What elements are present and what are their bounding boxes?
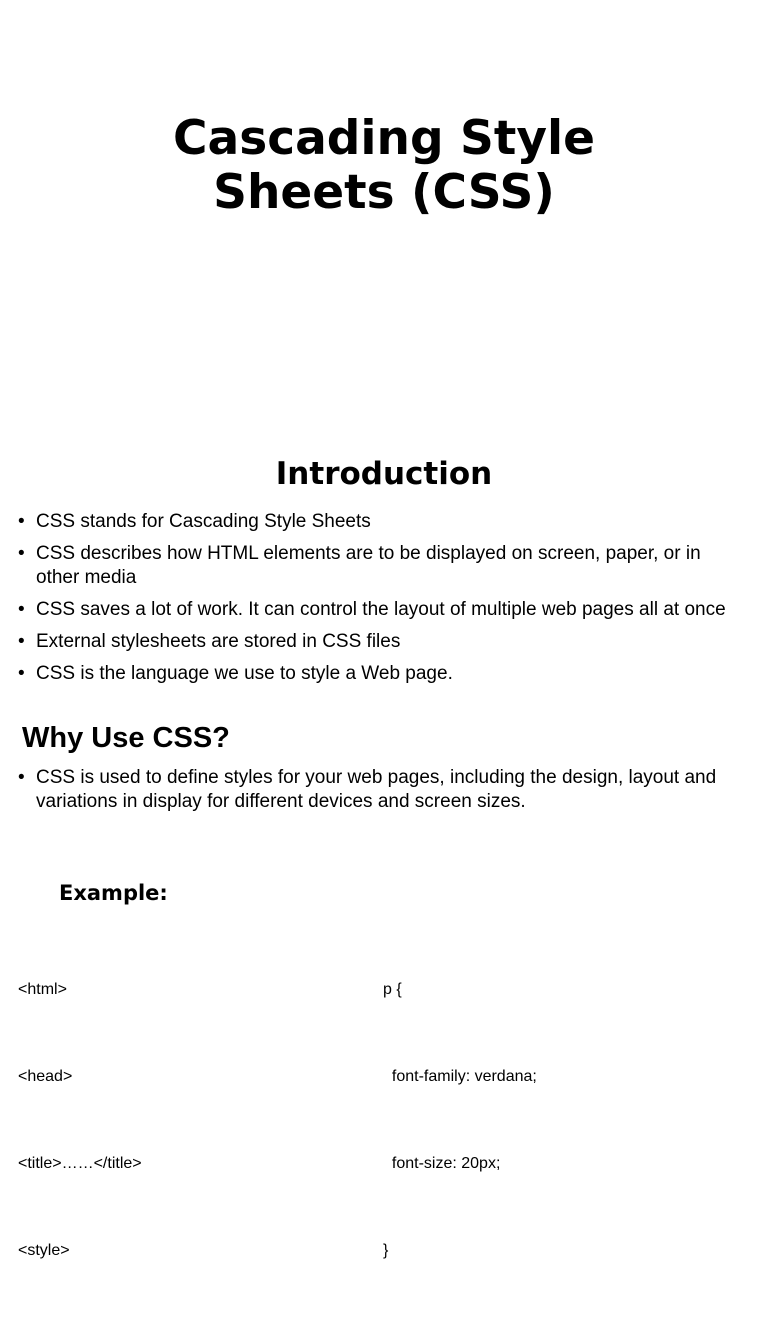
bullet-icon: • <box>18 663 25 684</box>
code-line: <style> <box>18 1242 70 1259</box>
list-item <box>18 542 748 590</box>
list-item <box>18 630 748 654</box>
title-line-1: Cascading Style <box>173 111 595 166</box>
bullet-icon: • <box>18 511 25 532</box>
bullet-text: CSS is used to define styles for your web pages, including the design, layout and variations in display for different devices and screen sizes. <box>36 767 717 812</box>
list-item <box>18 598 748 622</box>
css-code-sample <box>383 917 537 1323</box>
bullet-icon: • <box>18 599 25 620</box>
example-heading: Example: <box>59 881 168 905</box>
code-line: <head> <box>18 1068 73 1085</box>
title-line-2: Sheets (CSS) <box>213 165 555 220</box>
bullet-icon: • <box>18 767 25 788</box>
code-line: p { <box>383 981 402 998</box>
code-line: font-family: verdana; <box>383 1068 537 1085</box>
bullet-icon: • <box>18 631 25 652</box>
list-item <box>18 662 748 686</box>
code-line: } <box>383 1242 389 1259</box>
bullet-text: CSS is the language we use to style a Web page. <box>36 663 453 684</box>
page-title <box>0 112 768 220</box>
introduction-heading: Introduction <box>275 456 493 492</box>
list-item <box>18 766 748 814</box>
bullet-text: External stylesheets are stored in CSS files <box>36 631 401 652</box>
bullet-text: CSS saves a lot of work. It can control the layout of multiple web pages all at once <box>36 599 726 620</box>
why-bullet-list <box>18 766 748 822</box>
introduction-bullet-list <box>18 510 748 694</box>
bullet-text: CSS stands for Cascading Style Sheets <box>36 511 371 532</box>
bullet-text: CSS describes how HTML elements are to be displayed on screen, paper, or in other media <box>36 543 701 588</box>
code-line: font-size: 20px; <box>383 1155 501 1172</box>
list-item <box>18 510 748 534</box>
why-use-css-heading: Why Use CSS? <box>22 722 230 754</box>
bullet-icon: • <box>18 543 25 564</box>
code-line: <html> <box>18 981 67 998</box>
code-line: <title>……</title> <box>18 1155 142 1172</box>
html-code-sample <box>18 917 142 1323</box>
